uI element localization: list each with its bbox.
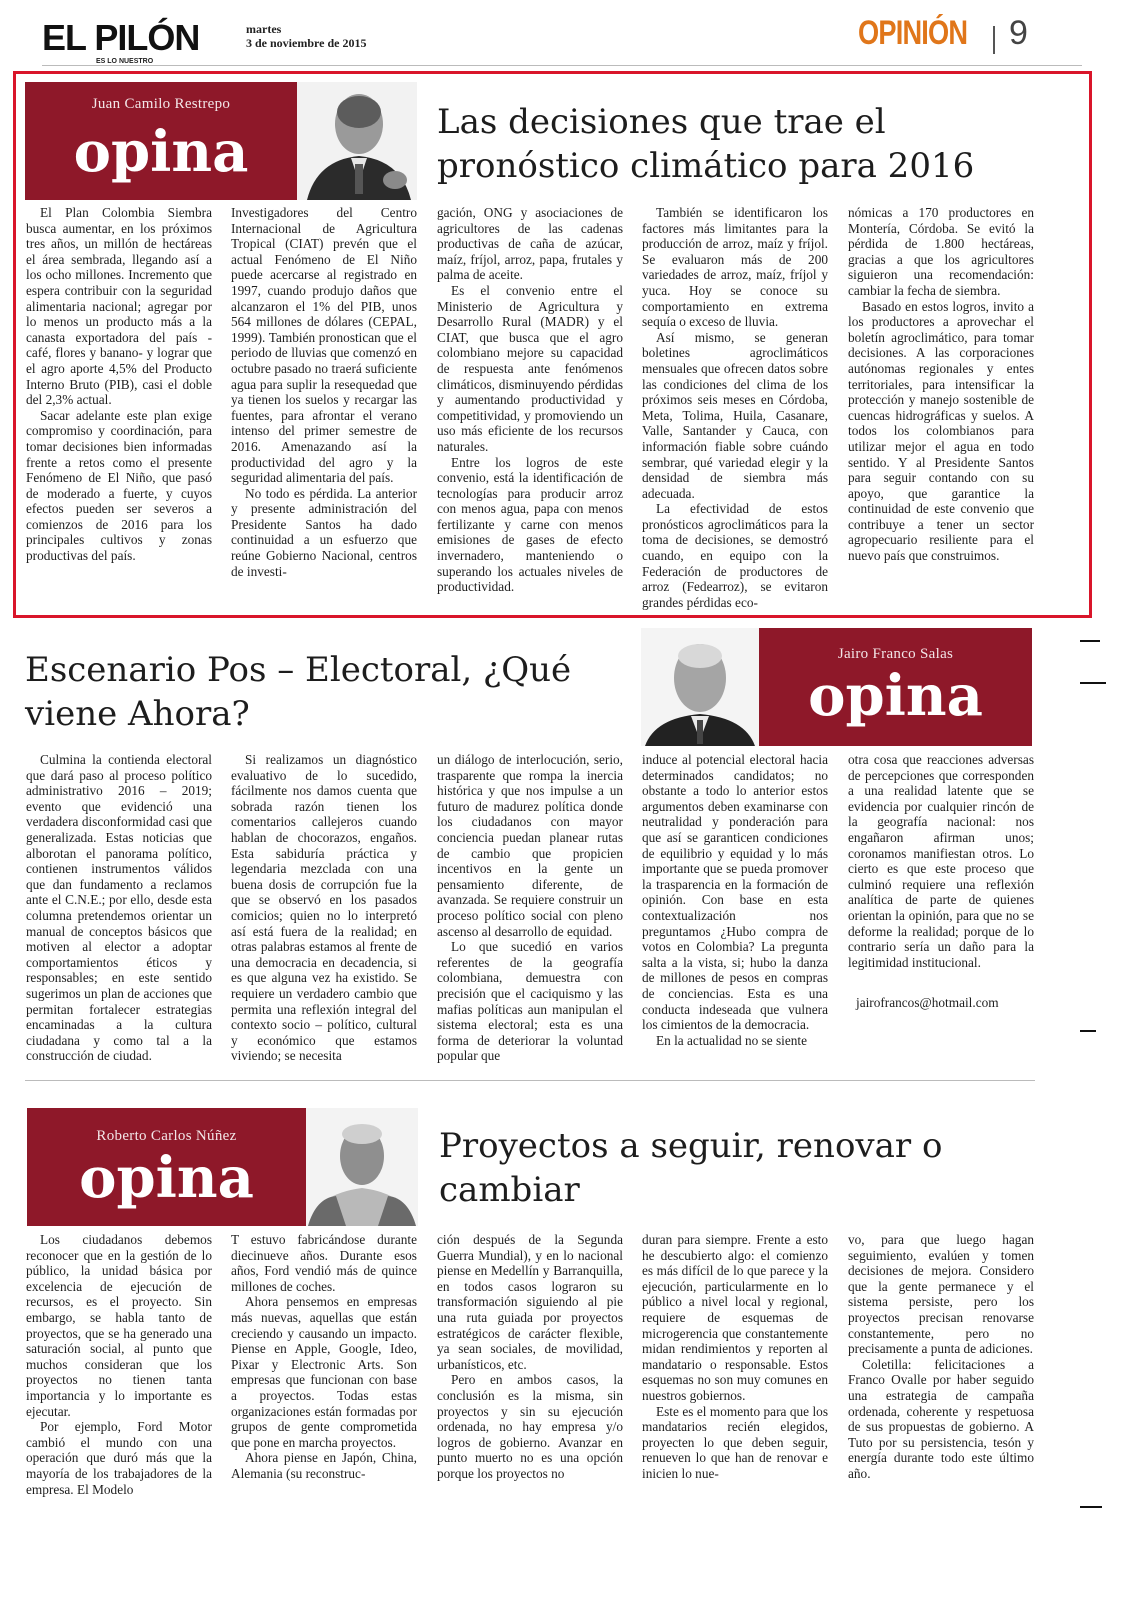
paragraph: ción después de la Segunda Guerra Mundial), y en lo nacional piense en Medellín y Barranquilla, en todos casos lograron su transformación siguiendo al pie una ruta guiada por proyectos estratégicos de carácter flexible, ya sean sociales, de movilidad, urbanísticos, etc. — [437, 1232, 623, 1372]
paragraph: Pero en ambos casos, la conclusión es la misma, sin proyectos y sin su ejecución ordenada, no hay empresa y/o logros de gobierno. Avanzar en punto muerto no es una opción porque los proyectos no — [437, 1372, 623, 1481]
logo-tagline: ES LO NUESTRO — [96, 58, 154, 65]
paragraph: Ahora pensemos en empresas más nuevas, aquellas que están creciendo y causando un impacto. Piense en Apple, Google, Ideo, Pixar y Electronic Arts. Son empresas que funcionan con base a proyectos. Todas estas organizaciones están formadas por grupos de gente comprometida que pone en marcha proyectos. — [231, 1294, 417, 1450]
paragraph: otra cosa que reacciones adversas de percepciones que corresponden a una realidad latente que se evidencia por cualquier rincón de la geografía nacional: nos engañaron afirman unos; coronamos manifiestan otros. Lo cierto es que este proceso que culminó requiere una reflexión analítica de parte de quienes orientan la opinión, para que no se deforme la realidad; porque de lo contrario sería un daño para la legitimidad institucional. — [848, 752, 1034, 970]
article-column — [437, 752, 623, 1070]
opina-label: opina — [79, 1145, 254, 1211]
margin-mark — [1080, 640, 1100, 642]
author-name: Jairo Franco Salas — [837, 646, 954, 662]
paragraph: Basado en estos logros, invito a los productores a aprovechar el boletín agroclimático, para tomar decisiones. A las corporaciones autónomas regionales y entes territoriales, para intensificar la protección y manejo sostenible de cuencas hidrográficas y suelos. A todos los colombianos para utilizar mejor el agua en todo sentido. Y al Presidente Santos para seguir contando con su apoyo, que garantice la continuidad de este convenio que contribuye a tener un sector agropecuario resiliente para el nuevo país que construimos. — [848, 298, 1034, 564]
author-name: Juan Camilo Restrepo — [91, 96, 231, 112]
article-column — [26, 752, 212, 1070]
article-column — [848, 1232, 1034, 1492]
article-column — [231, 1232, 417, 1492]
issue-weekday: martes — [246, 22, 282, 36]
article-column — [231, 205, 417, 598]
paragraph: Lo que sucedió en varios referentes de la geografía colombiana, demuestra con precisión que el caciquismo y las mafias políticas aun manipulan el sistema electoral; esta es una forma de deteriorar la voluntad popular que — [437, 939, 623, 1064]
paragraph: Los ciudadanos debemos reconocer que en la gestión de lo público, la unidad básica por excelencia de ejecución de recursos, es el proyecto. Sin embargo, se habla tanto de proyectos, que se ha generado una saturación social, al punto que muchos consideran que los proyectos no tienen tanta importancia y lo importante es ejecutar. — [26, 1232, 212, 1419]
paragraph: Sacar adelante este plan exige compromiso y coordinación, para tomar decisiones bien informadas frente a retos como el presente Fenómeno de El Niño, que pasó de moderado a fuerte, y cuyos efectos pueden ser severos a comienzos de 2016 para los principales cultivos y zonas productivas del país. — [26, 407, 212, 564]
author-photo — [297, 82, 417, 200]
paragraph: nómicas a 170 productores en Montería, Córdoba. Se evitó la pérdida de 1.800 hectáreas, gracias a que los agricultores siguieron una recomendación: cambiar la fecha de siembra. — [848, 205, 1034, 298]
article-column — [642, 752, 828, 1070]
article-column — [231, 752, 417, 1070]
paragraph: vo, para que luego hagan seguimiento, evalúen y tomen decisiones de mejora. Considero que la gente permanece y el sistema persiste, pero los proyectos precisan renovarse constantemente, pero no precisamente a punta de adiciones. — [848, 1232, 1034, 1357]
article-headline: Las decisiones que trae el pronóstico climático para 2016 — [437, 102, 975, 186]
newspaper-logo: EL PILÓN — [42, 17, 200, 58]
margin-mark — [1080, 1030, 1096, 1032]
paragraph: Ahora piense en Japón, China, Alemania (su reconstruc- — [231, 1450, 417, 1481]
author-email: jairofrancos@hotmail.com — [856, 995, 999, 1010]
paragraph: Culmina la contienda electoral que dará paso al proceso político administrativo 2016 – 2019; evento que evidenció una verdadera disconformidad casi que generalizada. Estas noticias que alborotan el panorama político, contienen instrumentos válidos que dan fundamento a reclamos ante el C.N.E.; por ello, desde esta columna pretendemos orientar un manual de conceptos básicos que motiven al elector a adoptar comportamientos éticos y responsables; en este sentido sugerimos un plan de acciones que permitan fortalecer estrategias encaminadas a la cultura ciudadana y como tal a la construcción de ciudad. — [26, 752, 212, 1064]
opina-banner — [759, 628, 1032, 746]
page-number: 9 — [1009, 14, 1028, 52]
article-column — [26, 1232, 212, 1497]
margin-mark — [1080, 682, 1106, 684]
paragraph: induce al potencial electoral hacia determinados candidatos; no obstante a todo lo anterior estos argumentos deben examinarse con neutralidad y ponderación para que así se garanticen condiciones de equilibrio y equidad y lo más importante que se pueda promover la trasparencia en la formación de opinión. Con base en esta contextualización nos preguntamos ¿Hubo compra de votos en Colombia? La pregunta salta a la vista, si; hubo la danza de millones de pesos en compras de conciencias. Esta es una conducta indeseada que vulnera los cimientos de la democracia. — [642, 752, 828, 1033]
paragraph: Así mismo, se generan boletines agroclimáticos mensuales que ofrecen datos sobre las condiciones del clima de los próximos seis meses en Córdoba, Meta, Tolima, Huila, Casanare, Valle, Santander y Cauca, con información fiable sobre cuándo sembrar, qué variedad elegir y la densidad de siembra más adecuada. — [642, 329, 828, 501]
paragraph: Coletilla: felicitaciones a Franco Ovalle por haber seguido una estrategia de campaña ordenada, coherente y respetuosa de sus propuestas de gobierno. A Tuto por su persistencia, tesón y energía durante todo este último año. — [848, 1356, 1034, 1481]
author-photo — [641, 628, 759, 746]
section-separator — [993, 26, 995, 54]
issue-date-text: 3 de noviembre de 2015 — [246, 36, 367, 50]
section-divider — [25, 1080, 1035, 1081]
opina-label: opina — [808, 663, 983, 729]
article-column — [26, 205, 212, 598]
paragraph: Este es el momento para que los mandatarios recién elegidos, proyecten lo que deben seguir, renueven lo que han de renovar e inicien lo nue- — [642, 1403, 828, 1481]
paragraph: un diálogo de interlocución, serio, trasparente que rompa la inercia histórica y que nos impulse a un futuro de madurez política donde los ciudadanos con mayor conciencia puedan planear rutas de cambio que propicien incentivos en la gente un pensamiento diferente, de avanzada. Se requiere construir un proceso político social con pleno ascenso al desarrollo de equidad. — [437, 752, 623, 939]
article-column — [848, 205, 1034, 598]
paragraph: Es el convenio entre el Ministerio de Agricultura y Desarrollo Rural (MADR) y el CIAT, que busca que el agro colombiano mejore su capacidad de respuesta ante fenómenos climáticos, disminuyendo pérdidas y aumentando productividad y competitividad, y promoviendo un uso más eficiente de los recursos naturales. — [437, 282, 623, 454]
issue-date — [246, 22, 366, 50]
paragraph: También se identificaron los factores más limitantes para la producción de arroz, maíz y fríjol. Se evaluaron más de 200 variedades de arroz, maíz, fríjol y yuca. Hoy se conoce su comportamiento en extrema sequía o exceso de lluvia. — [642, 205, 828, 330]
article-column — [437, 205, 623, 598]
paragraph: Entre los logros de este convenio, está la identificación de tecnologías para producir arroz con menos agua, papa con menos fertilizante y carne con menos emisiones de gases de efecto invernadero, manteniendo o superando los actuales niveles de productividad. — [437, 454, 623, 595]
paragraph: Si realizamos un diagnóstico evaluativo de lo sucedido, fácilmente nos damos cuenta que sobrada razón tienen los comentarios callejeros cuando hablan de chocorazos, engaños. Esta sabiduría práctica y legendaria mezclada con una buena dosis de corrupción fue la que se observó en los pasados comicios; quien no lo interpretó así está fuera de la realidad; en otras palabras estamos al frente de una democracia en decadencia, si es que alguna vez ha existido. Se requiere un verdadero cambio que permita una reflexión integral del contexto socio – político, cultural y económico que estamos viviendo; se necesita — [231, 752, 417, 1064]
margin-mark — [1080, 1506, 1102, 1508]
paragraph: duran para siempre. Frente a esto he descubierto algo: el comienzo es más difícil de lo que parece y la ejecución, particularmente en lo público a nivel local y regional, requiere de esquemas de microgerencia que constantemente midan rendimientos y reporten al mandatario o responsable. Estos esquemas no son muy comunes en nuestros gobiernos. — [642, 1232, 828, 1403]
paragraph: La efectividad de estos pronósticos agroclimáticos para la toma de decisiones, se demostró cuando, en equipo con la Federación de productores de arroz (Fedearroz), se evitaron grandes pérdidas eco- — [642, 501, 828, 610]
opina-banner — [25, 82, 297, 200]
opina-label: opina — [73, 119, 249, 185]
paragraph: T estuvo fabricándose durante diecinueve años. Durante esos años, Ford vendió más de quince millones de coches. — [231, 1232, 417, 1294]
author-name: Roberto Carlos Núñez — [96, 1128, 237, 1144]
article-column — [437, 1232, 623, 1492]
paragraph: gación, ONG y asociaciones de agricultores de las cadenas productivas de caña de azúcar, maíz, fríjol, arroz, papa, frutales y palma de aceite. — [437, 205, 623, 283]
article-column — [642, 205, 828, 610]
article-column — [848, 752, 1034, 996]
opina-banner — [27, 1108, 306, 1226]
paragraph: En la actualidad no se siente — [656, 1032, 808, 1048]
article-headline: Proyectos a seguir, renovar o cambiar — [439, 1126, 943, 1210]
article-column — [642, 1232, 828, 1492]
paragraph: Por ejemplo, Ford Motor cambió el mundo con una operación que duró más que la mayoría de los trabajadores de la empresa. El Modelo — [26, 1419, 212, 1497]
author-photo — [306, 1108, 418, 1226]
article-headline: Escenario Pos – Electoral, ¿Qué viene Ahora? — [25, 650, 572, 734]
paragraph: Investigadores del Centro Internacional de Agricultura Tropical (CIAT) prevén que el actual Fenómeno de El Niño puede acercarse al registrado en 1997, cuando produjo daños que alcanzaron el 1% del PIB, unos 564 millones de dólares (CEPAL, 1999). También pronostican que el periodo de lluvias que comenzó en octubre pasado no traerá suficiente agua para suplir la resequedad que ya tienen los suelos y recargar las fuentes, para afrontar el verano intenso del primer semestre de 2016. Amenazando así la productividad del agro y la seguridad alimentaria del país. — [231, 205, 417, 486]
paragraph: No todo es pérdida. La anterior y presente administración del Presidente Santos ha dado continuidad a un esfuerzo que reúne Gobierno Nacional, centros de investi- — [231, 485, 417, 579]
masthead-rule — [42, 65, 1082, 66]
paragraph: El Plan Colombia Siembra busca aumentar, en los próximos tres años, un millón de hectáreas el área sembrada, llegando así a los ocho millones. Incremento que espera contribuir con la seguridad alimentaria nacional; agregar por lo menos un producto más a la canasta exportadora del país - café, flores y banano- y lograr que el agro aporte 4,5% del Producto Interno Bruto (PIB), casi el doble del 2,3% actual. — [26, 205, 212, 408]
section-title: OPINIÓN — [858, 14, 968, 52]
